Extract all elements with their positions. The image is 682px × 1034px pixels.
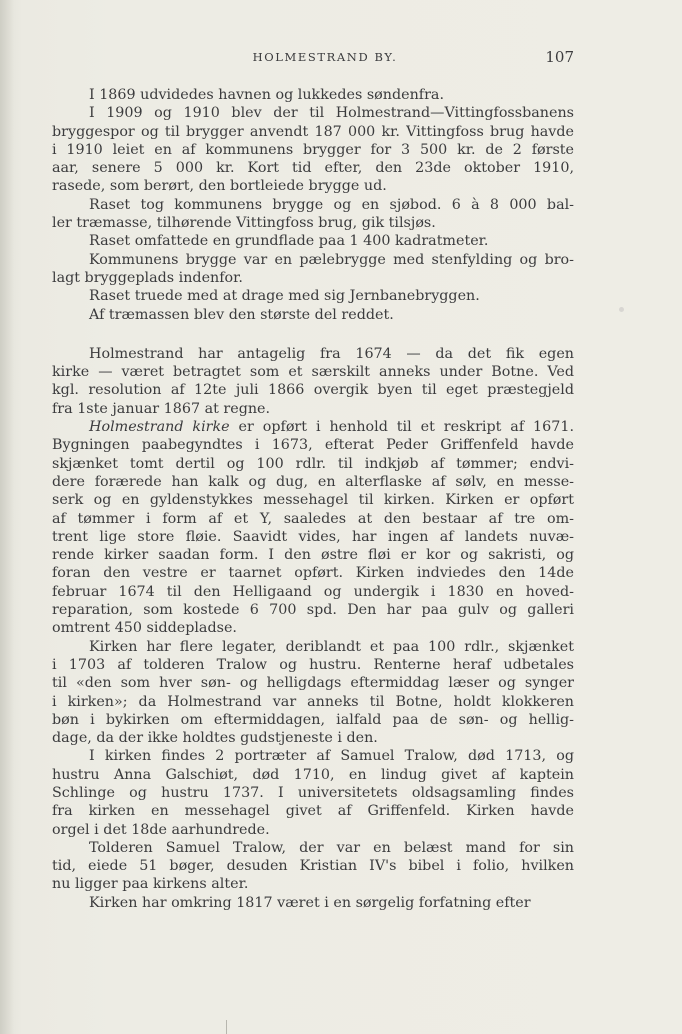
text-line: I 1909 og 1910 blev der til Holmestrand—Vittingfossbanens — [89, 105, 574, 122]
text-line: reparation, som kostede 6 700 spd. Den har paa gulv og galleri — [52, 602, 574, 619]
paper-spot — [619, 307, 624, 312]
running-title: HOLMESTRAND BY. — [252, 50, 398, 64]
text-line: I 1869 udvidedes havnen og lukkedes søndenfra. — [89, 87, 444, 103]
paragraph — [52, 638, 574, 748]
text-line: I kirken findes 2 portræter af Samuel Tralow, død 1713, og — [89, 748, 574, 765]
text-line: kgl. resolution af 12te juli 1866 overgik byen til eget præstegjeld — [52, 382, 574, 399]
text-line: af tømmer i form af et Y, saaledes at den bestaar af tre om- — [52, 510, 574, 527]
paragraph — [52, 747, 574, 838]
text-line: bøn i bykirken om eftermiddagen, ialfald paa de søn- og hellig- — [52, 711, 574, 728]
text-line: skjænket tomt dertil og 100 rdlr. til indkjøb af tømmer; endvi- — [52, 455, 574, 472]
italic-phrase: Holmestrand kirke — [89, 419, 230, 436]
text-line: bryggespor og til brygger anvendt 187 000 kr. Vittingfoss brug havde — [52, 123, 574, 140]
paragraph — [52, 894, 574, 912]
paragraph — [52, 104, 574, 195]
page-edge-mark — [226, 1020, 227, 1034]
text-line: rasede, som berørt, den bortleiede brygge ud. — [52, 178, 387, 195]
spine-shadow — [0, 0, 14, 1034]
paragraph — [52, 196, 574, 233]
paragraph — [52, 839, 574, 894]
text-line: til «den som hver søn- og helligdags eftermiddag læser og synger — [52, 675, 574, 692]
text-line: i 1703 af tolderen Tralow og hustru. Renterne heraf udbetales — [52, 656, 574, 673]
paragraph — [52, 345, 574, 418]
paragraph — [52, 251, 574, 288]
paragraph — [52, 306, 574, 324]
text-line: ler træmasse, tilhørende Vittingfoss brug, gik tilsjøs. — [52, 215, 436, 232]
text-line: februar 1674 til den Helligaand og undergik i 1830 en hoved- — [52, 583, 574, 600]
text-line: Raset omfattede en grundflade paa 1 400 kadratmeter. — [89, 233, 489, 250]
text-line: dere forærede han kalk og dug, en alterflaske af sølv, en messe- — [52, 473, 574, 490]
text-line: dage, da der ikke holdtes gudstjeneste i den. — [52, 730, 378, 747]
text-line: foran den vestre er taarnet opført. Kirken indviedes den 14de — [52, 565, 574, 582]
paragraph — [52, 232, 574, 250]
text-line: orgel i det 18de aarhundrede. — [52, 821, 270, 838]
text-line: serk og en gyldenstykkes messehagel til kirken. Kirken er opført — [52, 492, 574, 509]
page-number: 107 — [545, 48, 574, 66]
text-line: aar, senere 5 000 kr. Kort tid efter, den 23de oktober 1910, — [52, 160, 574, 177]
text-line: Tolderen Samuel Tralow, der var en belæst mand for sin — [89, 839, 574, 856]
text-line: Kirken har omkring 1817 været i en sørgelig forfatning efter — [89, 894, 531, 911]
text-line: Schlinge og hustru 1737. I universitetets oldsagsamling findes — [52, 784, 574, 801]
text-line: Holmestrand kirke er opført i henhold til et reskript af 1671. — [89, 419, 574, 436]
text-line: hustru Anna Galschiøt, død 1710, en lindug givet af kaptein — [52, 766, 574, 783]
text-line: Holmestrand har antagelig fra 1674 — da det fik egen — [89, 345, 574, 362]
paragraph — [52, 86, 574, 104]
text-line: trent lige store fløie. Saavidt vides, har ingen af landets nuvæ- — [52, 528, 574, 545]
text-line: nu ligger paa kirkens alter. — [52, 876, 249, 893]
text-line: kirke — været betragtet som et særskilt anneks under Botne. Ved — [52, 364, 574, 381]
text-line: tid, eiede 51 bøger, desuden Kristian IV's bibel i folio, hvilken — [52, 858, 574, 875]
text-line: i 1910 leiet en af kommunens brygger for 3 500 kr. de 2 første — [52, 141, 574, 158]
paragraph — [52, 287, 574, 305]
text-line: i kirken»; da Holmestrand var anneks til Botne, holdt klokkeren — [52, 693, 574, 710]
text-line: fra 1ste januar 1867 at regne. — [52, 400, 271, 417]
text-line: Af træmassen blev den største del reddet. — [89, 306, 394, 323]
text-line: Raset tog kommunens brygge og en sjøbod. 6 à 8 000 bal- — [89, 196, 574, 213]
page-header — [52, 48, 574, 68]
text-line: rende kirker saadan form. I den østre fløi er kor og sakristi, og — [52, 547, 574, 564]
text-line: Bygningen paabegyndtes i 1673, efterat Peder Griffenfeld havde — [52, 437, 574, 454]
text-line: fra kirken en messehagel givet af Griffenfeld. Kirken havde — [52, 803, 574, 820]
section-break — [52, 324, 574, 345]
paragraph — [52, 418, 574, 638]
text-line: Kommunens brygge var en pælebrygge med stenfylding og bro- — [89, 251, 574, 268]
body-text — [52, 86, 574, 912]
text-line: lagt bryggeplads indenfor. — [52, 269, 243, 286]
text-line: omtrent 450 siddepladse. — [52, 620, 237, 637]
text-line: Kirken har flere legater, deriblandt et paa 100 rdlr., skjænket — [89, 638, 574, 655]
text-line: Raset truede med at drage med sig Jernbanebryggen. — [89, 288, 480, 305]
